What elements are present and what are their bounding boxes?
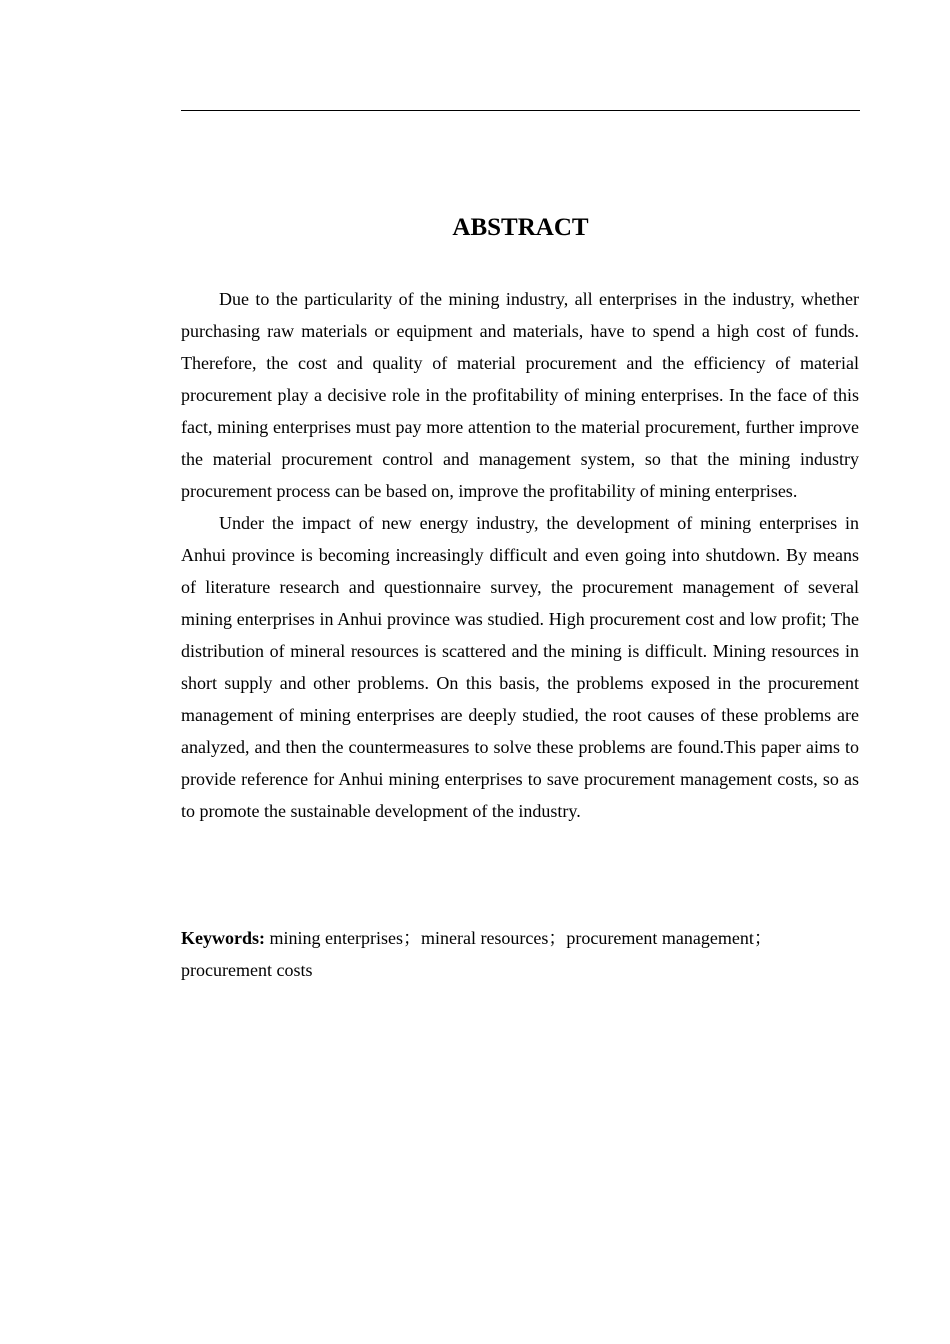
keywords-line	[181, 922, 841, 986]
header-rule	[181, 110, 860, 111]
abstract-paragraph-1: Due to the particularity of the mining industry, all enterprises in the industry, whether purchasing raw materials or equipment and materials, have to spend a high cost of funds. Therefore, the cost and quality of material procurement and the efficiency of material procurement play a decisive role in the profitability of mining enterprises. In the face of this fact, mining enterprises must pay more attention to the material procurement, further improve the material procurement control and management system, so that the mining industry procurement process can be based on, improve the profitability of mining enterprises.	[181, 289, 859, 501]
abstract-title: ABSTRACT	[452, 214, 589, 241]
keywords-label: Keywords:	[181, 928, 265, 948]
abstract-body	[181, 283, 859, 827]
keywords-list: mining enterprises；mineral resources；procurement management；procurement costs	[181, 928, 772, 980]
abstract-paragraph-2: Under the impact of new energy industry, the development of mining enterprises in Anhui province is becoming increasingly difficult and even going into shutdown. By means of literature research and questionnaire survey, the procurement management of several mining enterprises in Anhui province was studied. High procurement cost and low profit; The distribution of mineral resources is scattered and the mining is difficult. Mining resources in short supply and other problems. On this basis, the problems exposed in the procurement management of mining enterprises are deeply studied, the root causes of these problems are analyzed, and then the countermeasures to solve these problems are found.This paper aims to provide reference for Anhui mining enterprises to save procurement management costs, so as to promote the sustainable development of the industry.	[181, 513, 859, 821]
